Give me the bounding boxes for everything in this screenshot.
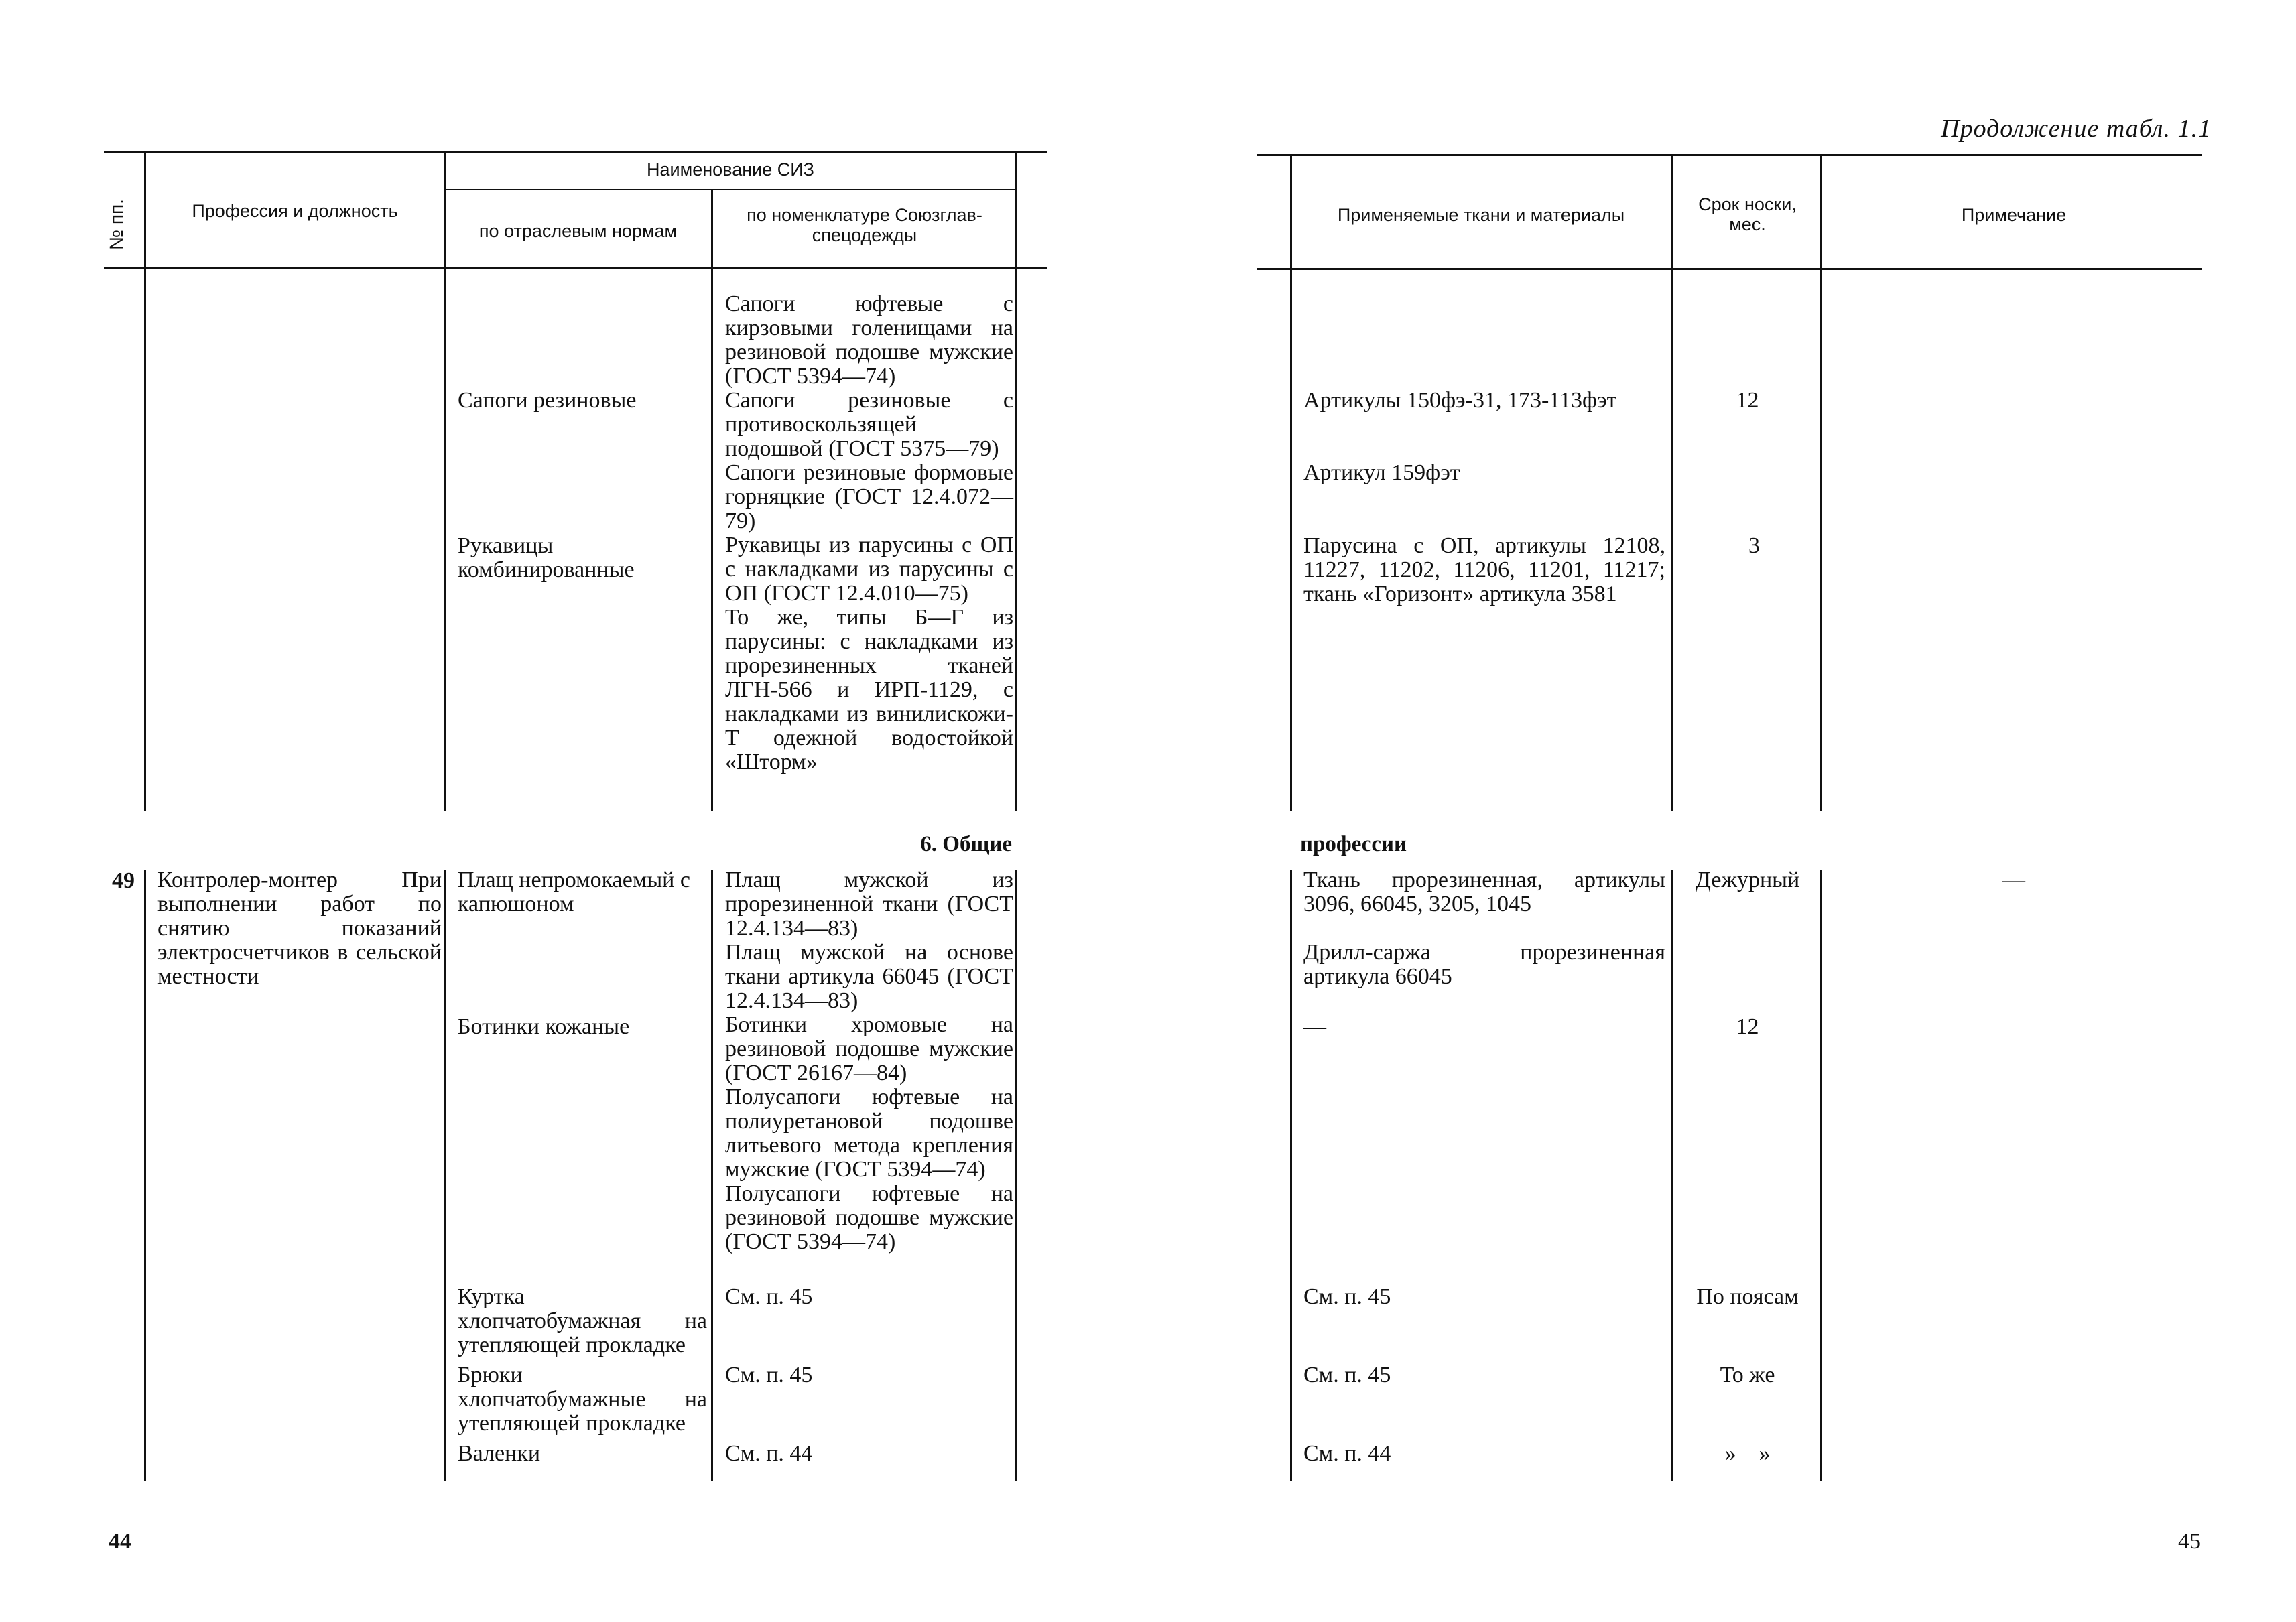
num-header-text: № пп. [105,199,127,250]
by-nomenclature-header: по номенклатуре Союзглав-спецодежды [747,205,982,245]
row49-term-2: 12 [1736,1014,1759,1039]
top-mat-2: Артикул 159фэт [1303,460,1460,485]
top-nom-3: Сапоги резиновые формовые горняцкие (ГОСТ 12.4.072—79) [725,460,1013,533]
profession-header: Профессия и должность [192,201,398,221]
row49-nom-8: См. п. 44 [725,1441,813,1466]
by-industry-header: по отраслевым нормам [479,221,678,241]
row49-mat-2: Дрилл-саржа прорезиненная артикула 66045 [1303,940,1665,989]
row49-term-4: То же [1720,1363,1775,1388]
row49-nom-4: Полусапоги юфтевые на полиуретановой подошве литьевого метода крепления мужские (ГОСТ 5394—74) [725,1085,1013,1182]
row49-nom-6: См. п. 45 [725,1284,813,1309]
top-term-2: 3 [1748,533,1760,558]
section-heading-left: 6. Общие [920,832,1012,856]
section-heading-right: профессии [1300,832,1407,856]
row49-mat-3: — [1303,1014,1326,1039]
top-mat-1: Артикулы 150фэ-31, 173-113фэт [1303,388,1617,413]
top-ind-2: Рукавицы комбинированные [458,533,635,582]
row49-term-1: Дежурный [1695,868,1800,892]
row49-nom-7: См. п. 45 [725,1363,813,1388]
left-header-top-rule [104,151,1047,153]
right-header-top-rule [1257,154,2202,156]
row49-mat-1-wrap [1303,868,1665,917]
page-number-right: 45 [2178,1529,2201,1554]
page-number-left: 44 [109,1529,131,1554]
top-nom-4: Рукавицы из парусины с ОП с накладками из парусины с ОП (ГОСТ 12.4.010—75) [725,533,1013,606]
row49-profession-text: Контролер-монтер При выполнении работ по снятию показаний электросчетчиков в сельской местности [157,868,442,989]
top-nom-list [725,292,1013,774]
row49-ind-4: Брюки хлопчатобумажные на утепляющей прокладке [458,1363,707,1436]
top-mat-3-wrap [1303,534,1665,606]
row49-ind-5: Валенки [458,1441,541,1466]
row49-ind-1: Плащ непромокаемый с капюшоном [458,868,690,917]
row49-nom-1: Плащ мужской из прорезиненной ткани (ГОСТ 12.4.134—83) [725,868,1013,941]
row49-note: — [2002,868,2025,892]
row49-ind-4-wrap [458,1363,707,1436]
right-section-gap [1273,811,2212,870]
row49-nom-3: Ботинки хромовые на резиновой подошве мужские (ГОСТ 26167—84) [725,1012,1013,1085]
row49-mat-6: См. п. 44 [1303,1441,1391,1466]
row49-ind-3: Куртка хлопчатобумажная на утепляющей прокладке [458,1284,707,1357]
row49-ind-2: Ботинки кожаные [458,1014,630,1039]
wear-term-header: Срок носки, мес. [1698,194,1797,234]
top-term-1: 12 [1736,388,1759,413]
continuation-caption: Продолжение табл. 1.1 [1941,115,2212,143]
row49-profession [157,868,442,989]
row49-nom-2: Плащ мужской на основе ткани артикула 66045 (ГОСТ 12.4.134—83) [725,940,1013,1013]
row49-mat-2-wrap [1303,941,1665,989]
row49-term-5: » » [1724,1441,1771,1466]
row49-number: 49 [112,868,135,893]
num-header [99,194,141,255]
row49-nom-5: Полусапоги юфтевые на резиновой подошве мужские (ГОСТ 5394—74) [725,1181,1013,1254]
left-header-bottom-rule [104,267,1047,269]
row49-mat-1: Ткань прорезиненная, артикулы 3096, 66045, 3205, 1045 [1303,868,1665,917]
right-header-bottom-rule [1257,268,2202,270]
row49-mat-4: См. п. 45 [1303,1284,1391,1309]
top-ind-1: Сапоги резиновые [458,388,637,413]
row49-mat-5: См. п. 45 [1303,1363,1391,1388]
row49-nom-list [725,868,1013,1254]
top-nom-5: То же, типы Б—Г из парусины: с накладками из прорезиненных тканей ЛГН-566 и ИРП-1129, с накладками из винилискожи-Т одежной водостойкой «Шторм» [725,605,1013,774]
note-header: Примечание [1961,205,2067,225]
top-nom-1: Сапоги юфтевые с кирзовыми голенищами на резиновой подошве мужские (ГОСТ 5394—74) [725,291,1013,389]
top-mat-3: Парусина с ОП, артикулы 12108, 11227, 11202, 11206, 11201, 11217; ткань «Горизонт» артикула 3581 [1303,533,1665,606]
row49-term-3: По поясам [1696,1284,1799,1309]
materials-header: Применяемые ткани и материалы [1337,205,1625,225]
siz-name-header: Наименование СИЗ [647,159,814,180]
row49-ind-3-wrap [458,1285,707,1357]
left-header-mid-rule [446,189,1015,190]
top-nom-2: Сапоги резиновые с противоскользящей подошвой (ГОСТ 5375—79) [725,388,1013,461]
